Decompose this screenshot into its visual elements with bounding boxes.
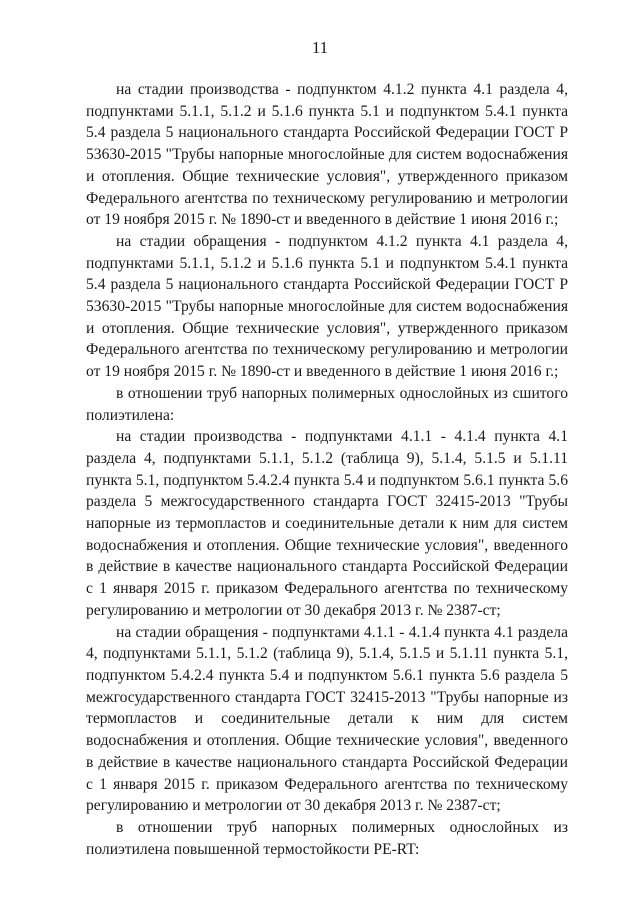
paragraph-circulation-32415: на стадии обращения - подпунктами 4.1.1 - 4.1.4 пункта 4.1 раздела 4, подпунктами 5.1.1, 5.1.2 (таблица 9), 5.1.4, 5.1.5 и 5.1.11 пункта 5.1, подпунктом 5.4.2.4 пункта 5.4 и подпунктом 5.6.1 пункта 5.6 раздела 5 межгосударственного стандарта ГОСТ 32415-2013 "Трубы напорные из термопластов и соединительные детали к ним для систем водоснабжения и отопления. Общие технические условия", введенного в действие в качестве национального стандарта Российской Федерации с 1 января 2015 г. приказом Федерального агентства по техническому регулированию и метрологии от 30 декабря 2013 г. № 2387-ст; — [86, 623, 568, 815]
paragraph-production-53630: на стадии производства - подпунктом 4.1.2 пункта 4.1 раздела 4, подпунктами 5.1.1, 5.1.2 и 5.1.6 пункта 5.1 и подпунктом 5.4.1 пункта 5.4 раздела 5 национального стандарта Российской Федерации ГОСТ Р 53630-2015 "Трубы напорные многослойные для систем водоснабжения и отопления. Общие технические условия", утвержденного приказом Федерального агентства по техническому регулированию и метрологии от 19 ноября 2015 г. № 1890-ст и введенного в действие 1 июня 2016 г.; — [86, 81, 568, 229]
paragraph-pe-rt-heading: в отношении труб напорных полимерных однослойных из полиэтилена повышенной термостойкости PE-RT: — [86, 818, 568, 858]
paragraph-circulation-53630: на стадии обращения - подпунктом 4.1.2 пункта 4.1 раздела 4, подпунктами 5.1.1, 5.1.2 и 5.1.6 пункта 5.1 и подпунктом 5.4.1 пункта 5.4 раздела 5 национального стандарта Российской Федерации ГОСТ Р 53630-2015 "Трубы напорные многослойные для систем водоснабжения и отопления. Общие технические условия", утвержденного приказом Федерального агентства по техническому регулированию и метрологии от 19 ноября 2015 г. № 1890-ст и введенного в действие 1 июня 2016 г.; — [86, 232, 568, 381]
paragraph-production-32415: на стадии производства - подпунктами 4.1.1 - 4.1.4 пункта 4.1 раздела 4, подпунктами 5.1.1, 5.1.2 (таблица 9), 5.1.4, 5.1.5 и 5.1.11 пункта 5.1, подпунктом 5.4.2.4 пункта 5.4 и подпунктом 5.6.1 пункта 5.6 раздела 5 межгосударственного стандарта ГОСТ 32415-2013 "Трубы напорные из термопластов и соединительные детали к ним для систем водоснабжения и отопления. Общие технические условия", введенного в действие в качестве национального стандарта Российской Федерации с 1 января 2015 г. приказом Федерального агентства по техническому регулированию и метрологии от 30 декабря 2013 г. № 2387-ст; — [86, 428, 568, 619]
paragraph-crosslinked-pe-heading: в отношении труб напорных полимерных однослойных из сшитого полиэтилена: — [86, 384, 568, 424]
page-number: 11 — [311, 38, 329, 57]
document-body — [86, 79, 568, 860]
